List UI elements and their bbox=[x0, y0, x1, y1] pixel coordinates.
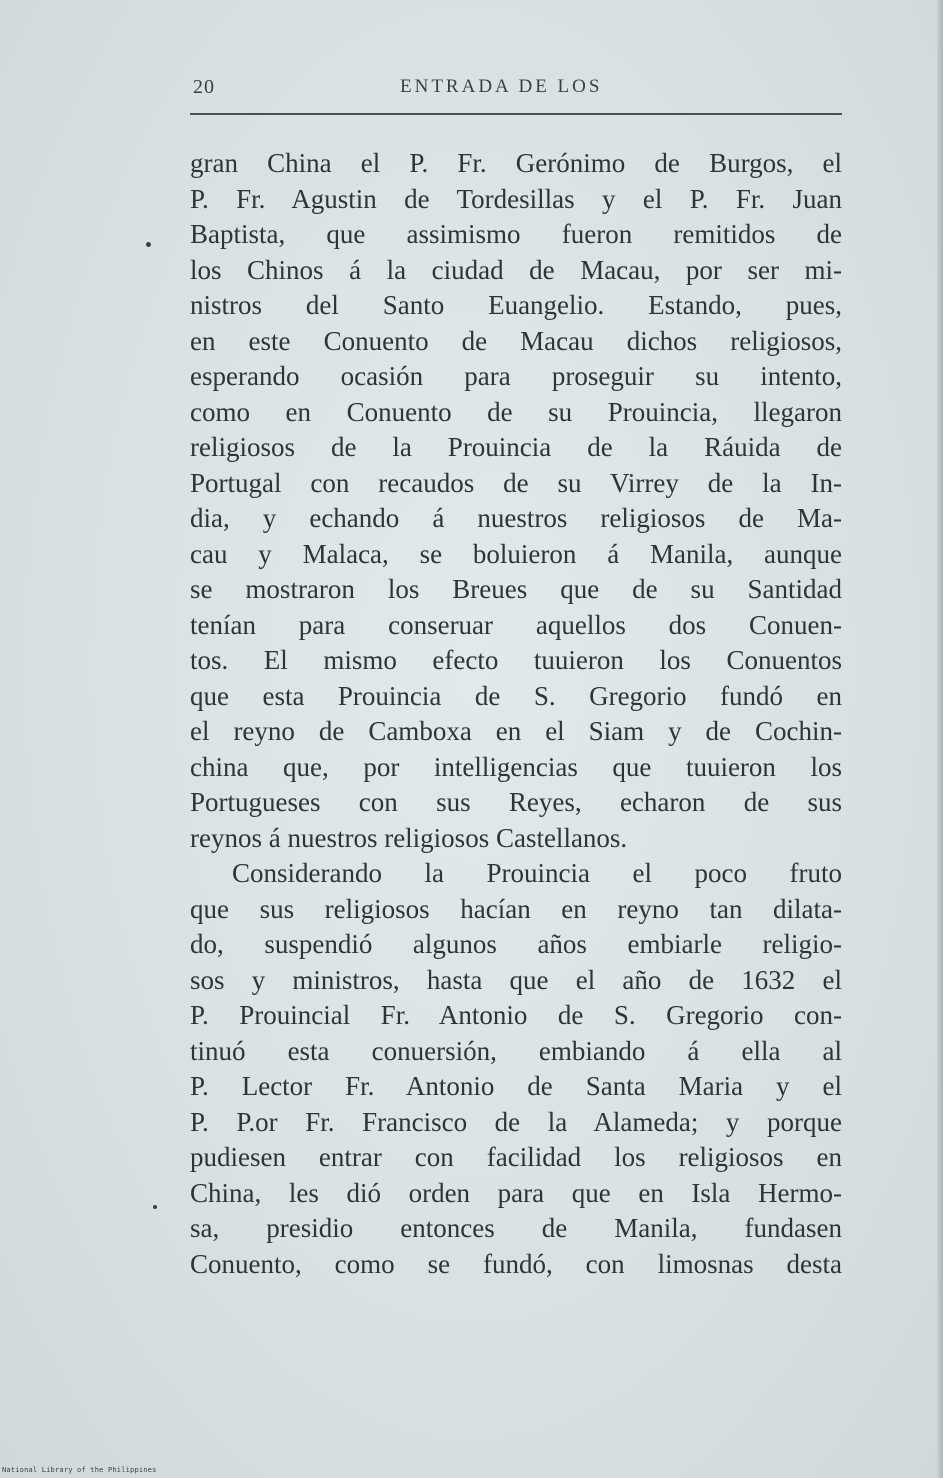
text-line: sos y ministros, hasta que el año de 1632 el bbox=[190, 964, 842, 995]
text-line: religiosos de la Prouincia de la Ráuida de bbox=[190, 432, 842, 462]
text-line: se mostraron los Breues que de su Santidad bbox=[190, 574, 842, 604]
text-line: el reyno de Camboxa en el Siam y de Cochin- bbox=[190, 716, 842, 746]
text-line: P. Lector Fr. Antonio de Santa Maria y el bbox=[190, 1071, 842, 1101]
text-line: china que, por intelligencias que tuuieron los bbox=[190, 751, 842, 782]
page-edge bbox=[937, 0, 943, 1478]
text-line: pudiesen entrar con facilidad los religiosos en bbox=[190, 1142, 842, 1172]
text-line: que esta Prouincia de S. Gregorio fundó en bbox=[190, 680, 842, 711]
text-line: Portugueses con sus Reyes, echaron de sus bbox=[190, 787, 842, 817]
library-credit: National Library of the Philippines bbox=[2, 1466, 157, 1474]
text-line: Conuento, como se fundó, con limosnas desta bbox=[190, 1248, 842, 1279]
text-line: esperando ocasión para proseguir su intento, bbox=[190, 361, 842, 391]
text-line: sa, presidio entonces de Manila, fundasen bbox=[190, 1213, 842, 1243]
scan-speck bbox=[153, 1205, 157, 1209]
text-line: tenían para conseruar aquellos dos Conuen- bbox=[190, 609, 842, 640]
text-line: los Chinos á la ciudad de Macau, por ser mi- bbox=[190, 254, 842, 285]
text-line: que sus religiosos hacían en reyno tan dilata- bbox=[190, 893, 842, 924]
page-number: 20 bbox=[193, 76, 215, 98]
paragraph-end-line: reynos á nuestros religiosos Castellanos. bbox=[190, 822, 628, 853]
header-rule bbox=[190, 113, 842, 115]
running-head: ENTRADA DE LOS bbox=[400, 76, 603, 97]
text-line: P. Fr. Agustin de Tordesillas y el P. Fr. Juan bbox=[190, 183, 842, 214]
text-line: nistros del Santo Euangelio. Estando, pues, bbox=[190, 290, 842, 320]
text-line: dia, y echando á nuestros religiosos de Ma- bbox=[190, 503, 842, 533]
text-line: P. P.or Fr. Francisco de la Alameda; y porque bbox=[190, 1106, 842, 1137]
paragraph-start-line: Considerando la Prouincia el poco fruto bbox=[232, 858, 842, 888]
text-line: China, les dió orden para que en Isla Hermo- bbox=[190, 1177, 842, 1208]
text-line: como en Conuento de su Prouincia, llegaron bbox=[190, 396, 842, 427]
text-line: tos. El mismo efecto tuuieron los Conuentos bbox=[190, 645, 842, 675]
text-line: Baptista, que assimismo fueron remitidos de bbox=[190, 219, 842, 249]
text-line: en este Conuento de Macau dichos religiosos, bbox=[190, 325, 842, 356]
text-line: gran China el P. Fr. Gerónimo de Burgos, el bbox=[190, 148, 842, 178]
scan-speck bbox=[146, 242, 151, 247]
text-line: P. Prouincial Fr. Antonio de S. Gregorio con- bbox=[190, 1000, 842, 1030]
page-header bbox=[190, 76, 842, 106]
text-line: tinuó esta conuersión, embiando á ella al bbox=[190, 1035, 842, 1066]
body-text bbox=[190, 146, 842, 1282]
text-line: Portugal con recaudos de su Virrey de la In- bbox=[190, 467, 842, 498]
text-line: do, suspendió algunos años embiarle religio- bbox=[190, 929, 842, 959]
text-line: cau y Malaca, se boluieron á Manila, aunque bbox=[190, 538, 842, 569]
